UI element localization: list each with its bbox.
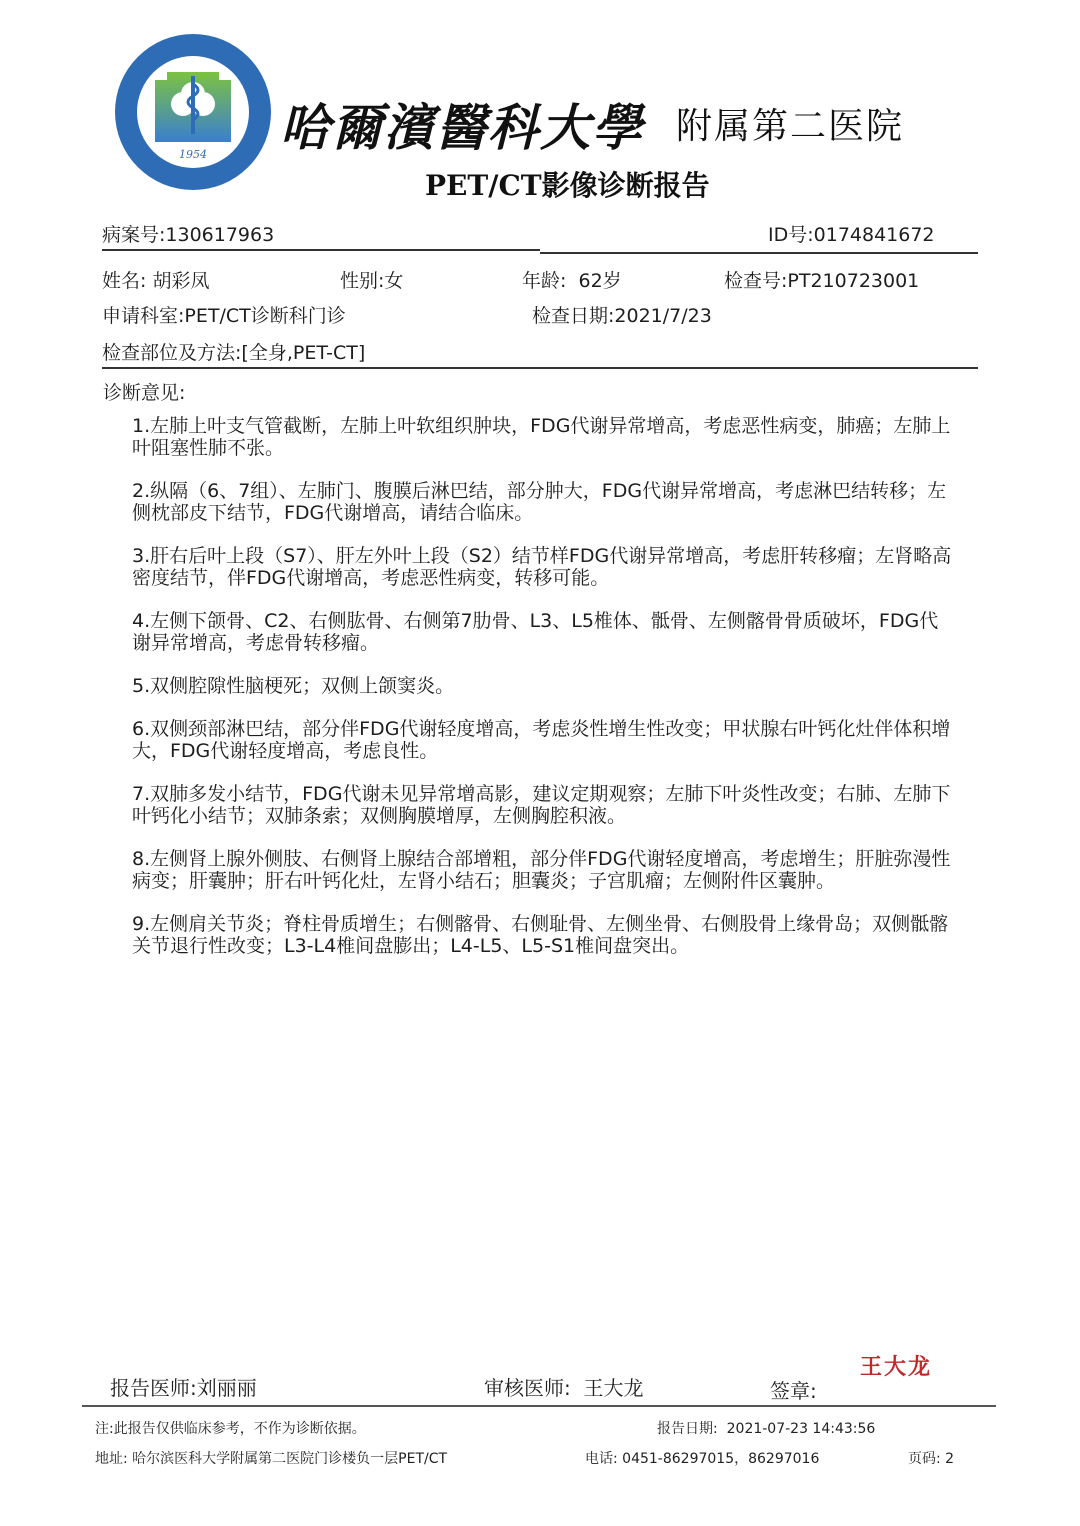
sex-value: 女 (384, 270, 404, 292)
address-label: 地址: (95, 1451, 128, 1467)
exam-number-value: PT210723001 (787, 270, 920, 292)
reviewer-label: 审核医师: (484, 1376, 571, 1400)
phone-value: 0451-86297015，86297016 (622, 1451, 820, 1467)
address-field (95, 1448, 447, 1468)
reporter-name: 刘丽丽 (196, 1376, 257, 1400)
exam-date-field (532, 301, 712, 328)
age-label: 年龄: (522, 270, 567, 292)
diagnosis-item: 3.肝右后叶上段（S7）、肝左外叶上段（S2）结节样FDG代谢异常增高，考虑肝转移瘤；左肾略高密度结节，伴FDG代谢增高，考虑恶性病变，转移可能。 (132, 545, 952, 589)
phone-label: 电话: (585, 1451, 618, 1467)
phone-field (585, 1448, 819, 1468)
divider (102, 367, 978, 369)
department-label: 申请科室: (102, 305, 185, 327)
divider (540, 252, 978, 254)
diagnosis-item: 5.双侧腔隙性脑梗死；双侧上颌窦炎。 (132, 675, 455, 697)
exam-number-field (724, 266, 919, 293)
age-field (522, 266, 622, 293)
exam-method-value: [全身,PET-CT] (241, 342, 366, 364)
diagnosis-item: 8.左侧肾上腺外侧肢、右侧肾上腺结合部增粗，部分伴FDG代谢轻度增高，考虑增生；肝脏弥漫性病变；肝囊肿；肝右叶钙化灶，左肾小结石；胆囊炎；子宫肌瘤；左侧附件区囊肿。 (132, 848, 951, 892)
diagnosis-list (132, 415, 952, 978)
case-number-field (102, 220, 274, 247)
diagnosis-item: 9.左侧肩关节炎；脊柱骨质增生；右侧髂骨、右侧耻骨、左侧坐骨、右侧股骨上缘骨岛；双侧骶髂关节退行性改变；L3-L4椎间盘膨出；L4-L5、L5-S1椎间盘突出。 (132, 913, 949, 957)
report-title: PET/CT影像诊断报告 (425, 169, 710, 202)
exam-method-label: 检查部位及方法: (102, 342, 242, 364)
case-number-value: 130617963 (165, 224, 275, 246)
page-label: 页码: (908, 1451, 941, 1467)
university-name: 哈爾濱醫科大學 (280, 98, 644, 157)
page-number-field (908, 1448, 954, 1468)
reporter-label: 报告医师: (110, 1376, 197, 1400)
reviewer-field (484, 1372, 643, 1401)
id-label: ID号: (768, 224, 814, 246)
report-date-label: 报告日期: (657, 1421, 718, 1437)
age-value: 62岁 (578, 270, 622, 292)
name-label: 姓名: (102, 270, 147, 292)
disclaimer-note: 注:此报告仅供临床参考，不作为诊断依据。 (95, 1421, 366, 1437)
exam-number-label: 检查号: (724, 270, 788, 292)
diagnosis-item: 4.左侧下颌骨、C2、右侧肱骨、右侧第7肋骨、L3、L5椎体、骶骨、左侧髂骨骨质破坏，FDG代谢异常增高，考虑骨转移瘤。 (132, 610, 939, 654)
diagnosis-item: 2.纵隔（6、7组）、左肺门、腹膜后淋巴结，部分肿大，FDG代谢异常增高，考虑淋巴结转移；左侧枕部皮下结节，FDG代谢增高，请结合临床。 (132, 480, 947, 524)
sex-label: 性别: (340, 270, 385, 292)
diagnosis-item: 6.双侧颈部淋巴结，部分伴FDG代谢轻度增高，考虑炎性增生性改变；甲状腺右叶钙化灶伴体积增大，FDG代谢轻度增高，考虑良性。 (132, 718, 951, 762)
id-field (768, 220, 935, 247)
hospital-logo (113, 32, 273, 192)
name-value: 胡彩凤 (152, 270, 210, 292)
department-field (102, 301, 346, 328)
page-value: 2 (945, 1451, 955, 1467)
svg-text:1954: 1954 (179, 148, 207, 161)
reporter-field (110, 1372, 257, 1401)
diagnosis-item: 7.双肺多发小结节，FDG代谢未见异常增高影，建议定期观察；左肺下叶炎性改变；右肺、左肺下叶钙化小结节；双肺条索；双侧胸膜增厚，左侧胸腔积液。 (132, 783, 951, 827)
hospital-name: 附属第二医院 (676, 106, 905, 147)
seal-label: 签章: (770, 1379, 817, 1403)
exam-date-label: 检查日期: (532, 305, 615, 327)
diagnosis-item: 1.左肺上叶支气管截断，左肺上叶软组织肿块，FDG代谢异常增高，考虑恶性病变，肺癌；左肺上叶阻塞性肺不张。 (132, 415, 951, 459)
name-field (102, 266, 209, 293)
report-date-field (657, 1418, 875, 1438)
divider (102, 249, 540, 251)
exam-date-value: 2021/7/23 (614, 305, 712, 327)
exam-method-field (102, 338, 365, 365)
signature-seal: 王大龙 (860, 1354, 933, 1380)
report-date-value: 2021-07-23 14:43:56 (726, 1421, 876, 1437)
divider (82, 1405, 996, 1407)
diagnosis-heading: 诊断意见: (103, 382, 186, 404)
department-value: PET/CT诊断科门诊 (184, 305, 346, 327)
hospital-emblem-icon (113, 32, 273, 192)
case-number-label: 病案号: (102, 224, 166, 246)
address-value: 哈尔滨医科大学附属第二医院门诊楼负一层PET/CT (132, 1451, 448, 1467)
id-value: 0174841672 (813, 224, 935, 246)
sex-field (340, 266, 403, 293)
reviewer-name: 王大龙 (583, 1376, 644, 1400)
